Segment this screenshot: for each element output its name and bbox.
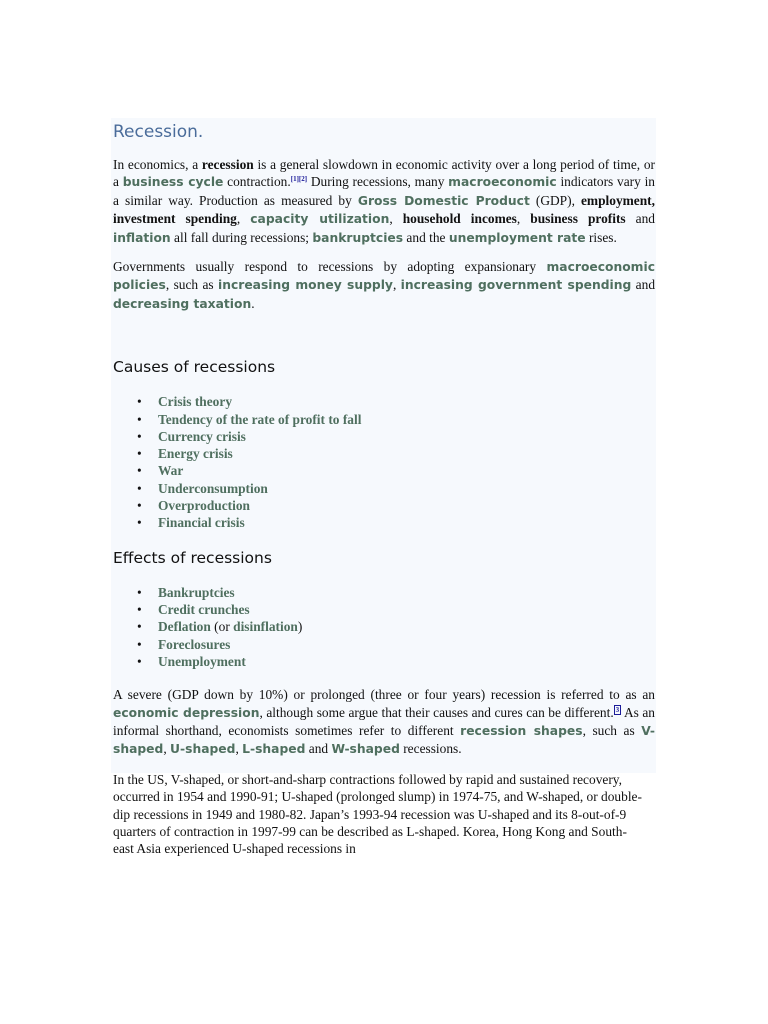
us-history-paragraph: In the US, V-shaped, or short-and-sharp contractions followed by rapid and sustained recovery, occurred in 1954 and 1990-91; U-shaped (prolonged slump) in 1974-75, and W-shaped, or double-dip recessions in 1949 and 1980-82. Japan’s 1993-94 recession was U-shaped and its 8-out-of-9 quarters of contraction in 1997-99 can be described as L-shaped. Korea, Hong Kong and South-east Asia experienced U-shaped recessions in xyxy=(113,771,642,857)
term-business-profits: business profits xyxy=(530,211,626,227)
list-item[interactable]: • Credit crunches xyxy=(158,601,655,618)
link-capacity-utilization[interactable]: capacity utilization xyxy=(250,212,390,227)
link-macroeconomic-policies[interactable]: macroeconomic policies xyxy=(113,260,655,293)
link-inflation[interactable]: inflation xyxy=(113,230,171,245)
term-recession: recession xyxy=(201,157,254,172)
term-employment-investment: employment, investment spending xyxy=(113,192,655,227)
list-item[interactable]: • Underconsumption xyxy=(158,480,655,497)
link-disinflation[interactable]: disinflation xyxy=(233,619,298,635)
link-w-shaped[interactable]: W-shaped xyxy=(331,742,400,757)
reference-1-2[interactable]: [1][2] xyxy=(290,175,308,184)
link-increasing-government-spending[interactable]: increasing government spending xyxy=(400,278,632,293)
link-macroeconomic[interactable]: macroeconomic xyxy=(448,175,557,190)
causes-list xyxy=(113,393,655,531)
intro-paragraph: In economics, a recession is a general slowdown in economic activity over a long period of time, or a business cycle contraction.[1][2] During recessions, many macroeconomic indicators vary in a similar way. Production as measured by Gross Domestic Product (GDP), employment, investment spending, capacity utilization, household incomes, business profits and inflation all fall during recessions; bankruptcies and the unemployment rate rises. xyxy=(113,157,655,245)
link-bankruptcies[interactable]: bankruptcies xyxy=(312,230,404,245)
link-business-cycle[interactable]: business cycle xyxy=(122,175,224,190)
link-recession-shapes[interactable]: recession shapes xyxy=(460,723,583,738)
list-item-deflation: • Deflation (or disinflation) xyxy=(158,618,655,635)
list-item[interactable]: • Financial crisis xyxy=(158,514,655,531)
link-deflation[interactable]: Deflation xyxy=(158,619,211,635)
reference-3[interactable]: 3 xyxy=(615,705,620,714)
list-item[interactable]: • War xyxy=(158,462,655,479)
link-economic-depression[interactable]: economic depression xyxy=(113,705,260,720)
policy-paragraph: Governments usually respond to recessions by adopting expansionary macroeconomic policies, such as increasing money supply, increasing government spending and decreasing taxation. xyxy=(113,259,656,311)
list-item[interactable]: • Tendency of the rate of profit to fall xyxy=(158,411,655,428)
page-title: Recession. xyxy=(113,122,204,142)
effects-list xyxy=(113,584,655,670)
link-v-shaped[interactable]: V-shaped xyxy=(113,723,655,757)
link-l-shaped[interactable]: L-shaped xyxy=(242,742,306,757)
list-item[interactable]: • Currency crisis xyxy=(158,428,655,445)
link-gdp[interactable]: Gross Domestic Product xyxy=(357,193,530,208)
link-u-shaped[interactable]: U-shaped xyxy=(170,742,236,757)
link-decreasing-taxation[interactable]: decreasing taxation xyxy=(113,296,252,311)
link-unemployment-rate[interactable]: unemployment rate xyxy=(448,230,586,245)
effects-heading: Effects of recessions xyxy=(113,548,272,567)
list-item[interactable]: • Crisis theory xyxy=(158,393,655,410)
article-body xyxy=(113,118,655,858)
link-increasing-money-supply[interactable]: increasing money supply xyxy=(218,278,393,293)
term-household-incomes: household incomes xyxy=(402,211,517,227)
depression-paragraph: A severe (GDP down by 10%) or prolonged (three or four years) recession is referred to as an economic depression, although some argue that their causes and cures can be different. $^3$ As an informal shorthand, economists sometimes refer to different recession shapes, such as V-shaped, U-shaped, L-shaped and W-shaped recessions. xyxy=(113,687,655,757)
causes-heading: Causes of recessions xyxy=(113,358,276,377)
list-item[interactable]: • Bankruptcies xyxy=(158,584,655,601)
list-item[interactable]: • Overproduction xyxy=(158,497,655,514)
list-item[interactable]: • Foreclosures xyxy=(158,636,655,653)
list-item[interactable]: • Unemployment xyxy=(158,653,655,670)
list-item[interactable]: • Energy crisis xyxy=(158,445,655,462)
